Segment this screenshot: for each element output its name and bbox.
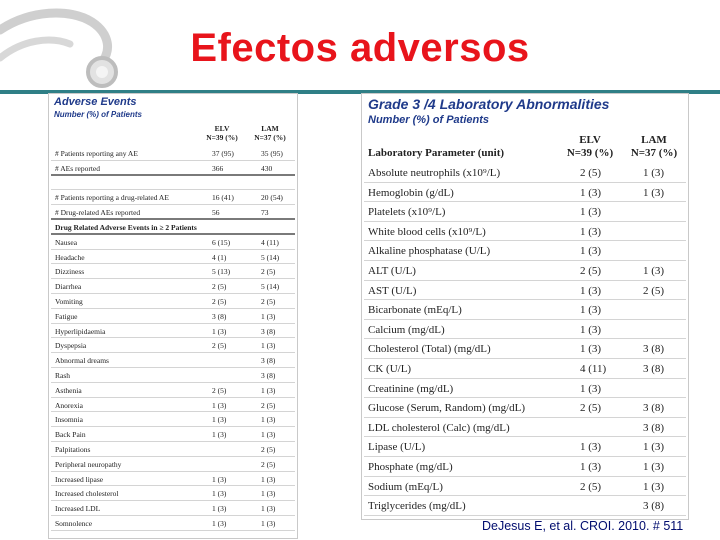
elv-value: 366 <box>212 163 224 173</box>
adverse-event-label: # Patients reporting any AE <box>55 149 138 158</box>
lab-lam-value: 3 (8) <box>643 421 665 434</box>
adverse-event-row <box>51 279 295 294</box>
adverse-event-row <box>51 220 295 235</box>
adverse-event-row <box>51 442 295 457</box>
lab-elv-value: 1 (3) <box>580 441 602 454</box>
adverse-event-row <box>51 486 295 501</box>
lab-elv-column-header: ELV N=39 (%) <box>566 134 614 159</box>
elv-column-header: ELV N=39 (%) <box>206 124 238 142</box>
lab-parameter-header: Laboratory Parameter (unit) <box>368 147 505 159</box>
lab-elv-value: 1 (3) <box>580 461 602 473</box>
lab-row <box>364 339 686 359</box>
lam-value: 1 (3) <box>261 415 276 425</box>
lab-elv-value: 1 (3) <box>580 225 602 238</box>
lab-lam-value: 3 (8) <box>643 363 665 375</box>
elv-value: 1 (3) <box>212 400 227 410</box>
adverse-event-row <box>51 501 295 516</box>
lam-column-header: LAM N=37 (%) <box>254 124 286 142</box>
lab-abnormalities-table <box>361 93 689 520</box>
lam-value: 1 (3) <box>261 430 276 440</box>
lam-value: 5 (14) <box>261 252 280 262</box>
lam-value: 1 (3) <box>261 474 276 484</box>
lab-parameter-label: Platelets (x10⁹/L) <box>368 206 446 219</box>
adverse-events-table <box>48 93 298 539</box>
elv-value: 2 (5) <box>212 341 227 351</box>
lab-subheading: Number (%) of Patients <box>368 114 490 126</box>
adverse-event-row <box>51 146 295 161</box>
adverse-event-label: Palpitations <box>55 445 91 454</box>
lam-value: 20 (54) <box>261 193 283 203</box>
lam-value: 2 (5) <box>261 267 276 277</box>
lam-value: 5 (14) <box>261 282 280 292</box>
adverse-event-label: Fatigue <box>55 311 78 321</box>
elv-value: 1 (3) <box>212 489 227 499</box>
lab-parameter-label: LDL cholesterol (Calc) (mg/dL) <box>368 421 510 434</box>
lab-parameter-label: Sodium (mEq/L) <box>368 480 443 493</box>
lab-lam-value: 1 (3) <box>643 167 665 179</box>
lab-parameter-label: Triglycerides (mg/dL) <box>368 500 466 513</box>
lab-parameter-label: Phosphate (mg/dL) <box>368 461 453 473</box>
adverse-event-row <box>51 412 295 427</box>
lam-value: 2 (5) <box>261 297 276 306</box>
elv-value: 1 (3) <box>212 504 227 514</box>
lab-row <box>364 359 686 379</box>
lab-lam-value: 2 (5) <box>643 284 665 297</box>
adverse-event-label: # AEs reported <box>55 163 100 173</box>
lab-row <box>364 241 686 261</box>
lam-value: 430 <box>261 163 273 173</box>
slide-title: Efectos adversos <box>190 26 530 70</box>
lab-parameter-label: Bicarbonate (mEq/L) <box>368 304 462 317</box>
lab-lam-value: 1 (3) <box>643 441 665 454</box>
lab-row <box>364 183 686 203</box>
lam-value: 1 (3) <box>261 341 276 351</box>
lab-lam-value: 1 (3) <box>643 265 665 277</box>
lab-parameter-label: CK (U/L) <box>368 363 412 375</box>
lab-row <box>364 379 686 399</box>
lab-lam-value: 1 (3) <box>643 186 665 199</box>
lab-parameter-label: Absolute neutrophils (x10⁹/L) <box>368 167 501 179</box>
elv-value: 2 (5) <box>212 385 227 395</box>
elv-value: 1 (3) <box>212 415 227 425</box>
lab-row <box>364 398 686 418</box>
lab-elv-value: 1 (3) <box>580 343 602 356</box>
lab-row <box>364 320 686 340</box>
adverse-event-label: Anorexia <box>55 400 83 410</box>
lab-lam-value: 3 (8) <box>643 402 665 415</box>
lam-value: 1 (3) <box>261 489 276 499</box>
lam-value: 73 <box>261 208 269 218</box>
lab-row <box>364 222 686 242</box>
adverse-event-label: # Patients reporting a drug-related AE <box>55 193 169 203</box>
lam-value: 1 (3) <box>261 504 276 514</box>
adverse-event-row <box>51 250 295 265</box>
lab-elv-value: 1 (3) <box>580 284 602 297</box>
lab-lam-column-header: LAM N=37 (%) <box>630 134 678 159</box>
lab-row <box>364 261 686 281</box>
elv-value: 37 (95) <box>212 149 234 158</box>
lab-parameter-label: Cholesterol (Total) (mg/dL) <box>368 343 491 356</box>
adverse-event-row <box>51 472 295 487</box>
lab-lam-value: 1 (3) <box>643 461 665 473</box>
adverse-event-label: # Drug-related AEs reported <box>55 208 141 218</box>
lab-elv-value: 2 (5) <box>580 480 602 493</box>
lam-value: 3 (8) <box>261 356 276 366</box>
elv-value: 1 (3) <box>212 326 227 336</box>
elv-value: 1 (3) <box>212 519 227 528</box>
lab-parameter-label: White blood cells (x10⁹/L) <box>368 225 486 238</box>
lam-value: 2 (5) <box>261 400 276 410</box>
adverse-event-label: Nausea <box>55 237 78 247</box>
lab-lam-value: 1 (3) <box>643 480 665 493</box>
elv-value: 2 (5) <box>212 297 227 306</box>
lab-elv-value: 1 (3) <box>580 186 602 199</box>
lab-parameter-label: Lipase (U/L) <box>368 441 426 454</box>
lam-value: 2 (5) <box>261 445 276 454</box>
lab-parameter-label: Calcium (mg/dL) <box>368 323 445 336</box>
lab-parameter-label: AST (U/L) <box>368 284 417 297</box>
adverse-event-row <box>51 324 295 339</box>
lab-row <box>364 281 686 301</box>
lab-row <box>364 300 686 320</box>
adverse-event-label: Back Pain <box>55 430 86 440</box>
lab-elv-value: 2 (5) <box>580 265 602 277</box>
lab-row <box>364 202 686 222</box>
lab-parameter-label: Hemoglobin (g/dL) <box>368 186 454 199</box>
lab-lam-value: 3 (8) <box>643 500 665 513</box>
lab-row <box>364 437 686 457</box>
elv-value: 16 (41) <box>212 193 234 203</box>
adverse-event-row <box>51 427 295 442</box>
adverse-event-label: Rash <box>55 371 70 380</box>
adverse-event-label: Dizziness <box>55 267 85 277</box>
adverse-event-row <box>51 457 295 472</box>
lam-value: 1 (3) <box>261 311 276 321</box>
adverse-event-row <box>51 398 295 413</box>
elv-value: 1 (3) <box>212 430 227 440</box>
adverse-event-label: Increased lipase <box>55 474 104 484</box>
lab-elv-value: 1 (3) <box>580 245 602 258</box>
lam-value: 4 (11) <box>261 237 279 247</box>
adverse-event-row <box>51 205 295 220</box>
adverse-event-row <box>51 383 295 398</box>
lab-row <box>364 496 686 516</box>
lab-parameter-label: ALT (U/L) <box>368 265 416 277</box>
adverse-event-row <box>51 161 295 176</box>
adverse-events-heading: Adverse Events <box>54 96 137 108</box>
adverse-event-label: Drug Related Adverse Events in ≥ 2 Patients <box>55 223 197 232</box>
adverse-event-label: Hyperlipidaemia <box>55 326 106 336</box>
adverse-event-label: Somnolence <box>55 519 93 528</box>
adverse-events-subheading: Number (%) of Patients <box>54 110 143 119</box>
adverse-event-row <box>51 294 295 309</box>
adverse-event-row <box>51 176 295 191</box>
elv-value: 1 (3) <box>212 474 227 484</box>
elv-value: 2 (5) <box>212 282 227 292</box>
elv-value: 3 (8) <box>212 311 227 321</box>
lab-lam-value: 3 (8) <box>643 343 665 356</box>
adverse-event-label: Increased cholesterol <box>55 489 119 499</box>
lam-value: 1 (3) <box>261 519 276 528</box>
lab-row <box>364 163 686 183</box>
adverse-event-row <box>51 353 295 368</box>
adverse-event-row <box>51 264 295 279</box>
lam-value: 3 (8) <box>261 326 276 336</box>
adverse-event-label: Insomnia <box>55 415 83 425</box>
adverse-event-label: Diarrhea <box>55 282 82 292</box>
lab-heading: Grade 3 /4 Laboratory Abnormalities <box>368 96 610 112</box>
lam-value: 2 (5) <box>261 459 276 469</box>
lab-row <box>364 457 686 477</box>
adverse-event-label: Headache <box>55 252 85 262</box>
elv-value: 4 (1) <box>212 252 227 262</box>
lab-row <box>364 477 686 497</box>
lab-parameter-label: Glucose (Serum, Random) (mg/dL) <box>368 402 526 415</box>
adverse-event-row <box>51 516 295 531</box>
adverse-event-label: Asthenia <box>55 385 82 395</box>
adverse-event-label: Vomiting <box>55 297 83 306</box>
lab-elv-value: 4 (11) <box>580 363 607 375</box>
lam-value: 3 (8) <box>261 371 276 380</box>
adverse-event-row <box>51 338 295 353</box>
adverse-event-row <box>51 309 295 324</box>
adverse-event-label: Increased LDL <box>55 504 101 514</box>
lab-elv-value: 2 (5) <box>580 167 602 179</box>
adverse-event-label: Peripheral neuropathy <box>55 459 122 469</box>
adverse-event-row <box>51 235 295 250</box>
citation: DeJesus E, et al. CROI. 2010. # 511 <box>482 519 684 533</box>
lab-elv-value: 1 (3) <box>580 206 602 219</box>
lab-parameter-label: Alkaline phosphatase (U/L) <box>368 245 491 258</box>
lab-row <box>364 418 686 438</box>
adverse-event-label: Dyspepsia <box>55 341 87 351</box>
lab-elv-value: 2 (5) <box>580 402 602 415</box>
elv-value: 56 <box>212 208 220 218</box>
adverse-event-row <box>51 190 295 205</box>
lab-elv-value: 1 (3) <box>580 382 602 395</box>
lam-value: 1 (3) <box>261 385 276 395</box>
elv-value: 5 (13) <box>212 267 231 277</box>
lab-parameter-label: Creatinine (mg/dL) <box>368 382 454 395</box>
lam-value: 35 (95) <box>261 149 283 158</box>
adverse-event-label: Abnormal dreams <box>55 356 109 366</box>
lab-elv-value: 1 (3) <box>580 304 602 317</box>
adverse-event-row <box>51 368 295 383</box>
elv-value: 6 (15) <box>212 237 231 247</box>
lab-elv-value: 1 (3) <box>580 323 602 336</box>
